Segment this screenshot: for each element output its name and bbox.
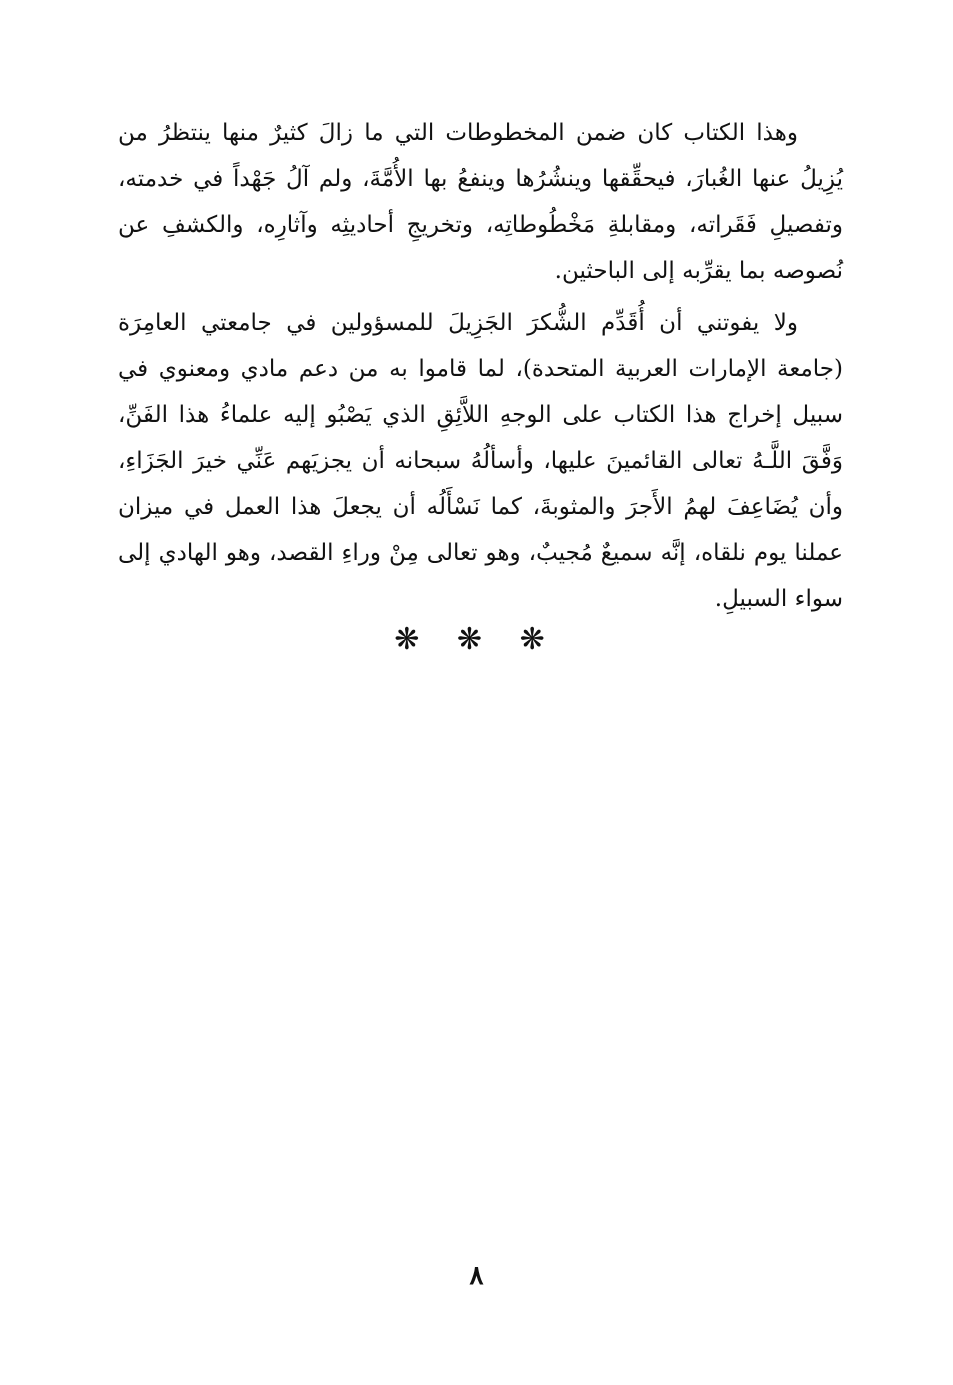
paragraph-2: ولا يفوتني أن أُقَدِّم الشُّكرَ الجَزِيلَ للمسؤولين في جامعتي العامِرَة (جامعة الإمارات العربية المتحدة)، لما قاموا به من دعم مادي ومعنوي في سبيل إخراج هذا الكتاب على الوجهِ اللاَّئِقِ الذي يَصْبُو إليه علماءُ هذا الفَنِّ، وَفَّقَ اللَّـهُ تعالى القائمينَ عليها، وأسألُهُ سبحانه أن يجزيَهم عَنِّي خيرَ الجَزَاءِ، وأن يُضَاعِفَ لهمُ الأَجرَ والمثوبةَ، كما نَسْأَلُه أن يجعلَ هذا العمل في ميزان عملنا يوم نلقاه، إنَّه سميعٌ مُجيبٌ، وهو تعالى مِنْ وراءِ القصد، وهو الهادي إلى سواء السبيلِ. — [118, 310, 843, 612]
body-text — [118, 110, 843, 622]
page-number: ٨ — [469, 1261, 484, 1291]
section-separator: ❋ ❋ ❋ — [394, 622, 559, 657]
paragraph-1: وهذا الكتاب كان ضمن المخطوطات التي ما زالَ كثيرٌ منها ينتظرُ من يُزِيلُ عنها الغُبارَ، فيحقِّقها وينشُرُها وينفعُ بها الأُمَّةَ، ولم آلُ جَهْداً في خدمته، وتفصيلِ فَقَراته، ومقابلةِ مَخْطُوطاتِه، وتخريجِ أحاديثِه وآثارِه، والكشفِ عن نُصوصه بما يقرِّبه إلى الباحثين. — [118, 120, 843, 284]
